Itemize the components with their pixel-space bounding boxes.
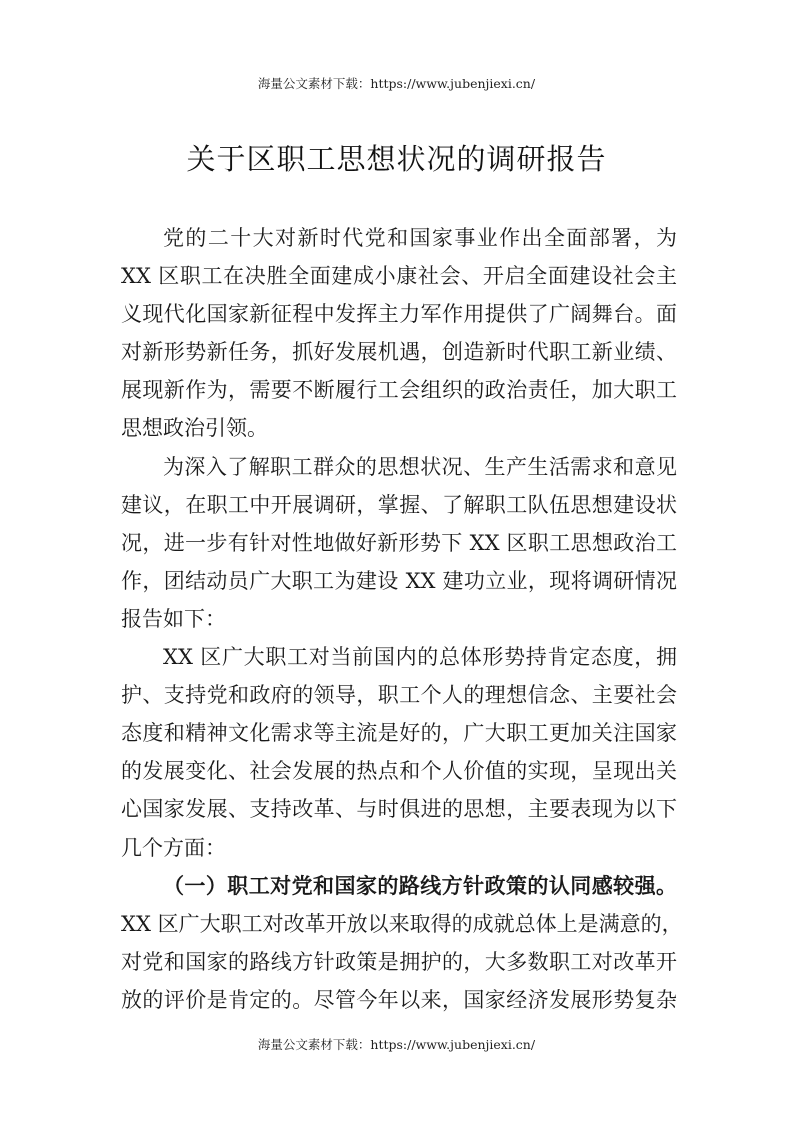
body-line: 护、支持党和政府的领导，职工个人的理想信念、主要社会 [121,683,677,708]
body-line: 报告如下： [121,606,226,631]
document-title: 关于区职工思想状况的调研报告 [186,142,607,176]
body-line: 作，团结动员广大职工为建设 XX 建功立业，现将调研情况 [121,568,677,593]
body-line: 党的二十大对新时代党和国家事业作出全面部署，为 [163,226,677,250]
body-line: XX 区职工在决胜全面建成小康社会、开启全面建设社会主 [121,264,677,289]
body-line: 展现新作为，需要不断履行工会组织的政治责任，加大职工 [121,378,677,403]
body-line: 义现代化国家新征程中发挥主力军作用提供了广阔舞台。面 [121,302,677,327]
body-line: XX 区广大职工对改革开放以来取得的成就总体上是满意的， [121,911,683,936]
body-line: 放的评价是肯定的。尽管今年以来，国家经济发展形势复杂 [121,987,677,1012]
body-line: 几个方面： [121,835,226,860]
page-header: 海量公文素材下载：https://www.jubenjiexi.cn/ [257,76,536,91]
body-line: 对新形势新任务，抓好发展机遇，创造新时代职工新业绩、 [121,340,677,365]
body-line: 况，进一步有针对性地做好新形势下 XX 区职工思想政治工 [121,530,677,555]
body-line: 为深入了解职工群众的思想状况、生产生活需求和意见 [163,454,677,479]
body-line: 心国家发展、支持改革、与时俱进的思想，主要表现为以下 [121,797,677,822]
body-line: 的发展变化、社会发展的热点和个人价值的实现，呈现出关 [121,759,677,784]
body-line: XX 区广大职工对当前国内的总体形势持肯定态度，拥 [163,645,677,670]
page-footer: 海量公文素材下载：https://www.jubenjiexi.cn/ [257,1037,536,1052]
body-line: 建议，在职工中开展调研，掌握、了解职工队伍思想建设状 [121,492,677,517]
body-line: 思想政治引领。 [121,416,268,441]
document-body [121,219,683,1019]
body-line: 态度和精神文化需求等主流是好的，广大职工更加关注国家 [121,721,677,746]
body-line: 对党和国家的路线方针政策是拥护的，大多数职工对改革开 [121,949,677,974]
section-heading: （一）职工对党和国家的路线方针政策的认同感较强。 [163,872,677,898]
